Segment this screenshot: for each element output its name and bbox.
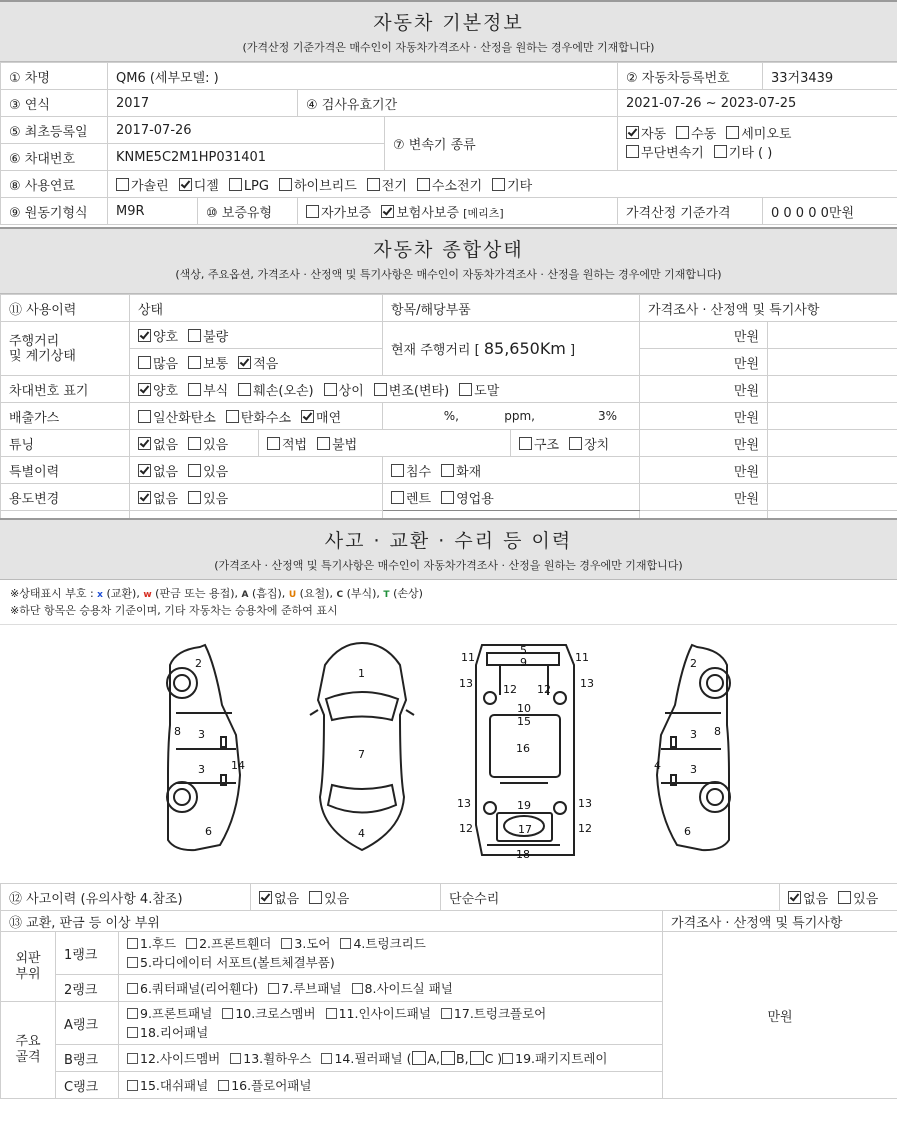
tuning-legal-options — [259, 430, 511, 457]
price-value: 0 0 0 0 0 — [771, 205, 829, 221]
pillar-c-checkbox[interactable] — [470, 1051, 484, 1065]
vin-mark-label: 차대번호 표기 — [1, 376, 130, 403]
fuel-gasoline-checkbox[interactable] — [116, 178, 129, 191]
part-front-panel[interactable]: 9.프론트패널 — [127, 1006, 212, 1021]
emission-smoke-checkbox[interactable] — [301, 410, 314, 423]
emission-label: 배출가스 — [1, 403, 130, 430]
rankC-items — [119, 1072, 663, 1099]
repair-yes-checkbox[interactable] — [838, 891, 851, 904]
svg-text:6: 6 — [684, 825, 691, 838]
transmission-label: ⑦ 변속기 종류 — [385, 117, 618, 171]
special-type-options — [383, 457, 640, 484]
fuel-electric-option[interactable]: 전기 — [367, 179, 407, 194]
tuning-legal-checkbox[interactable] — [267, 437, 280, 450]
emission-price: 만원 — [640, 403, 768, 430]
warranty-insurer-option[interactable]: 보험사보증 — [381, 206, 459, 221]
engine-label: ⑨ 원동기형식 — [1, 198, 108, 225]
mileage-bad-option[interactable]: 불량 — [188, 330, 228, 345]
mileage-label: 주행거리 및 계기상태 — [1, 322, 130, 376]
part-trunk-lid[interactable]: 4.트렁크리드 — [340, 936, 425, 951]
outer-label: 외판 부위 — [1, 932, 56, 1002]
svg-text:5: 5 — [520, 644, 527, 657]
repair-none-option[interactable]: 없음 — [788, 892, 828, 907]
tuning-illegal-checkbox[interactable] — [317, 437, 330, 450]
tuning-type-options — [511, 430, 640, 457]
part-package-tray[interactable]: 19.패키지트레이 — [502, 1051, 607, 1066]
rank2-label: 2랭크 — [56, 975, 119, 1002]
special-fire-option[interactable]: 화재 — [441, 465, 481, 480]
tuning-label: 튜닝 — [1, 430, 130, 457]
status-header — [0, 227, 897, 294]
svg-text:15: 15 — [517, 715, 531, 728]
h-state: 상태 — [130, 295, 383, 322]
svg-text:8: 8 — [174, 725, 181, 738]
accident-subtitle: (가격조사 · 산정액 및 특기사항은 매수인이 자동차가격조사 · 산정을 원하는 경우에만 기재합니다) — [214, 559, 683, 572]
pillar-b-checkbox[interactable] — [441, 1051, 455, 1065]
svg-text:11: 11 — [575, 651, 589, 664]
basic-info-title: 자동차 기본정보 — [373, 12, 524, 34]
trans-cvt-option[interactable]: 무단변속기 — [626, 146, 704, 161]
svg-text:12: 12 — [503, 683, 517, 696]
legend-line-2: ※하단 항목은 승용차 기준이며, 기타 자동차는 승용차에 준하여 표시 — [10, 604, 338, 617]
basic-info-subtitle: (가격산정 기준가격은 매수인이 자동차가격조사 · 산정을 원하는 경우에만 기재합니다) — [242, 41, 655, 54]
mileage-value: 85,650Km — [483, 339, 566, 358]
part-side-sill[interactable]: 8.사이드실 패널 — [352, 981, 453, 996]
svg-text:9: 9 — [520, 656, 527, 669]
legend-dent: U (요철), — [288, 587, 333, 600]
repair-options — [780, 884, 897, 911]
part-roof-panel[interactable]: 7.루브패널 — [268, 981, 341, 996]
accident-none-option[interactable]: 없음 — [259, 892, 299, 907]
fuel-etc-option[interactable]: 기타 — [492, 179, 532, 194]
fuel-hybrid-option[interactable]: 하이브리드 — [279, 179, 357, 194]
fuel-hybrid-checkbox[interactable] — [279, 178, 292, 191]
diagram-labels — [174, 644, 721, 861]
price-unit: 만원 — [828, 205, 855, 221]
engine-value: M9R — [108, 198, 198, 225]
svg-text:7: 7 — [358, 748, 365, 761]
svg-text:13: 13 — [459, 677, 473, 690]
mileage-many-checkbox[interactable] — [138, 356, 151, 369]
part-quarter-panel[interactable]: 6.쿼터패널(리어휀다) — [127, 981, 258, 996]
tuning-structure-option[interactable]: 구조 — [519, 438, 559, 453]
legend-exchange: x (교환), — [97, 587, 140, 600]
tuning-note — [768, 430, 897, 457]
mileage-many-option[interactable]: 많음 — [138, 357, 178, 372]
status-table — [0, 294, 897, 518]
tuning-options — [130, 430, 259, 457]
svg-text:4: 4 — [654, 759, 661, 772]
rankA-label: A랭크 — [56, 1002, 119, 1045]
vinmark-diff-option[interactable]: 상이 — [324, 384, 364, 399]
vinmark-damage-checkbox[interactable] — [238, 383, 251, 396]
svg-text:10: 10 — [517, 702, 531, 715]
rank2-items — [119, 975, 663, 1002]
part-cross-member[interactable]: 10.크로스멤버 — [222, 1006, 315, 1021]
usechange-none-checkbox[interactable] — [138, 491, 151, 504]
svg-text:2: 2 — [195, 657, 202, 670]
legend-corrosion: C (부식), — [336, 587, 380, 600]
tuning-structure-checkbox[interactable] — [519, 437, 532, 450]
model-value: QM6 (세부모델: ) — [108, 63, 618, 90]
vinmark-note — [768, 376, 897, 403]
trans-semi-checkbox[interactable] — [726, 126, 739, 139]
usechange-rent-option[interactable]: 렌트 — [391, 492, 431, 507]
special-none-option[interactable]: 없음 — [138, 465, 178, 480]
fuel-label: ⑧ 사용연료 — [1, 171, 108, 198]
status-table-wrap — [0, 294, 897, 518]
rankA-items — [119, 1002, 663, 1045]
color-note — [768, 511, 897, 519]
year-label: ③ 연식 — [1, 90, 108, 117]
part-front-fender[interactable]: 2.프론트휀더 — [186, 936, 271, 951]
special-label: 특별이력 — [1, 457, 130, 484]
part-hood[interactable]: 1.후드 — [127, 936, 176, 951]
svg-text:4: 4 — [358, 827, 365, 840]
part-rear-panel[interactable]: 18.리어패널 — [127, 1025, 208, 1040]
part-pillar-panel[interactable]: 14.필러패널 ( — [321, 1051, 411, 1066]
vinmark-smeared-option[interactable]: 도말 — [459, 384, 499, 399]
legend — [0, 580, 897, 625]
rankC-label: C랭크 — [56, 1072, 119, 1099]
svg-text:13: 13 — [578, 797, 592, 810]
mileage-good-checkbox[interactable] — [138, 329, 151, 342]
vinmark-rust-checkbox[interactable] — [188, 383, 201, 396]
svg-text:16: 16 — [516, 742, 530, 755]
svg-text:12: 12 — [459, 822, 473, 835]
fuel-lpg-option[interactable]: LPG — [229, 179, 269, 194]
tuning-device-option[interactable]: 장치 — [569, 438, 609, 453]
trans-etc-checkbox[interactable] — [714, 145, 727, 158]
accident-title: 사고 · 교환 · 수리 등 이력 — [324, 530, 573, 552]
parts-price-label: 가격조사 · 산정액 및 특기사항 — [663, 911, 897, 932]
price-cell — [763, 198, 897, 225]
svg-text:3: 3 — [690, 728, 697, 741]
regno-value: 33거3439 — [763, 63, 897, 90]
usechange-business-option[interactable]: 영업용 — [441, 492, 494, 507]
legend-line-1: ※상태표시 부호 : x (교환), w (판금 또는 용접), A (흠집), U (요철), C (부식), T (손상) — [10, 587, 423, 600]
status-subtitle: (색상, 주요옵션, 가격조사 · 산정액 및 특기사항은 매수인이 자동차가격조사 · 산정을 원하는 경우에만 기재합니다) — [175, 268, 722, 281]
color-price — [640, 511, 768, 519]
emission-co-option[interactable]: 일산화탄소 — [138, 411, 216, 426]
price-label: 가격산정 기준가격 — [618, 198, 763, 225]
svg-text:12: 12 — [578, 822, 592, 835]
emission-hc-option[interactable]: 탄화수소 — [226, 411, 291, 426]
emission-co-checkbox[interactable] — [138, 410, 151, 423]
part-trunk-floor[interactable]: 17.트렁크플로어 — [441, 1006, 546, 1021]
color-achromatic-checkbox[interactable] — [138, 518, 151, 519]
usechange-options — [130, 484, 383, 511]
repair-label: 단순수리 — [441, 884, 780, 911]
accident-options — [251, 884, 441, 911]
color-options — [130, 511, 383, 519]
emission-values — [383, 403, 640, 430]
color-label — [1, 511, 130, 519]
mileage-row1 — [130, 322, 383, 349]
usechange-note — [768, 484, 897, 511]
parts-price: 만원 — [663, 932, 897, 1099]
svg-text:18: 18 — [516, 848, 530, 861]
repair-none-checkbox[interactable] — [788, 891, 801, 904]
special-flood-checkbox[interactable] — [391, 464, 404, 477]
part-dash-panel[interactable]: 15.대쉬패널 — [127, 1078, 208, 1093]
vinmark-smeared-checkbox[interactable] — [459, 383, 472, 396]
tuning-yes-checkbox[interactable] — [188, 437, 201, 450]
fuel-electric-checkbox[interactable] — [367, 178, 380, 191]
emission-smoke-option[interactable]: 매연 — [301, 411, 341, 426]
tuning-device-checkbox[interactable] — [569, 437, 582, 450]
warranty-note: [메리츠] — [463, 206, 504, 220]
accident-header — [0, 518, 897, 580]
mileage-note-1 — [768, 322, 897, 349]
svg-text:13: 13 — [580, 677, 594, 690]
mileage-price-1: 만원 — [640, 322, 768, 349]
trans-etc-option[interactable]: 기타 ( ) — [714, 146, 773, 161]
usechange-yes-checkbox[interactable] — [188, 491, 201, 504]
vinmark-price: 만원 — [640, 376, 768, 403]
mileage-few-checkbox[interactable] — [238, 356, 251, 369]
accident-none-checkbox[interactable] — [259, 891, 272, 904]
svg-text:13: 13 — [457, 797, 471, 810]
trans-cvt-checkbox[interactable] — [626, 145, 639, 158]
trans-auto-option[interactable]: 자동 — [626, 127, 666, 142]
fuel-diesel-checkbox[interactable] — [179, 178, 192, 191]
svg-text:11: 11 — [461, 651, 475, 664]
legend-weld: w (판금 또는 용접), — [143, 587, 238, 600]
usechange-none-option[interactable]: 없음 — [138, 492, 178, 507]
svg-text:12: 12 — [537, 683, 551, 696]
pillar-a-checkbox[interactable] — [412, 1051, 426, 1065]
rankB-items: 12.사이드멤버 13.휠하우스 14.필러패널 ( A, B, C ) 19.패키지트레이 — [119, 1045, 663, 1072]
emission-pct: %, — [443, 409, 459, 423]
inspection-value: 2021-07-26 ~ 2023-07-25 — [618, 90, 897, 117]
regno-label: ② 자동차등록번호 — [618, 63, 763, 90]
svg-text:6: 6 — [205, 825, 212, 838]
status-title: 자동차 종합상태 — [373, 239, 524, 261]
emission-note — [768, 403, 897, 430]
svg-text:3: 3 — [198, 728, 205, 741]
car-diagram — [0, 625, 897, 884]
mileage-reading: 현재 주행거리 [ 85,650Km ] — [383, 322, 640, 376]
vinmark-diff-checkbox[interactable] — [324, 383, 337, 396]
usechange-price: 만원 — [640, 484, 768, 511]
basic-info-table — [0, 62, 897, 225]
emission-options — [130, 403, 383, 430]
vinmark-altered-option[interactable]: 변조(변타) — [374, 384, 449, 399]
fuel-diesel-option[interactable]: 디젤 — [179, 179, 219, 194]
inspection-label: ④ 검사유효기간 — [298, 90, 618, 117]
color-type-options — [383, 511, 640, 519]
repair-yes-option[interactable]: 있음 — [838, 892, 878, 907]
h-use: ⑪ 사용이력 — [1, 295, 130, 322]
warranty-self-checkbox[interactable] — [306, 205, 319, 218]
usechange-business-checkbox[interactable] — [441, 491, 454, 504]
special-none-checkbox[interactable] — [138, 464, 151, 477]
vinmark-good-option[interactable]: 양호 — [138, 384, 178, 399]
usechange-type-options — [383, 484, 640, 511]
emission-smoke-value: 3% — [597, 409, 617, 423]
vinmark-rust-option[interactable]: 부식 — [188, 384, 228, 399]
tuning-none-option[interactable]: 없음 — [138, 438, 178, 453]
color-full-paint-checkbox[interactable] — [391, 518, 404, 519]
fuel-etc-checkbox[interactable] — [492, 178, 505, 191]
usechange-rent-checkbox[interactable] — [391, 491, 404, 504]
svg-text:14: 14 — [231, 759, 245, 772]
frame-label: 주요 골격 — [1, 1002, 56, 1099]
mileage-price-2: 만원 — [640, 349, 768, 376]
warranty-options — [298, 198, 618, 225]
mileage-bad-checkbox[interactable] — [188, 329, 201, 342]
legend-damage: T (손상) — [383, 587, 423, 600]
special-options — [130, 457, 383, 484]
emission-ppm: ppm, — [504, 409, 535, 423]
trans-semi-option[interactable]: 세미오토 — [726, 127, 791, 142]
tuning-yes-option[interactable]: 있음 — [188, 438, 228, 453]
special-flood-option[interactable]: 침수 — [391, 465, 431, 480]
car-left-side — [167, 645, 240, 850]
warranty-insurer-checkbox[interactable] — [381, 205, 394, 218]
rank1-items — [119, 932, 663, 975]
mileage-row2 — [130, 349, 383, 376]
mileage-good-option[interactable]: 양호 — [138, 330, 178, 345]
legend-scratch: A (흠집), — [241, 587, 286, 600]
special-yes-option[interactable]: 있음 — [188, 465, 228, 480]
transmission-options — [618, 117, 897, 171]
svg-text:3: 3 — [690, 763, 697, 776]
warranty-self-option[interactable]: 자가보증 — [306, 206, 371, 221]
mileage-normal-option[interactable]: 보통 — [188, 357, 228, 372]
usechange-yes-option[interactable]: 있음 — [188, 492, 228, 507]
car-diagram-svg — [0, 625, 897, 883]
accident-table — [0, 883, 897, 1099]
tuning-illegal-option[interactable]: 불법 — [317, 438, 357, 453]
svg-text:1: 1 — [358, 667, 365, 680]
first-reg-label: ⑤ 최초등록일 — [1, 117, 108, 144]
color-change-checkbox[interactable] — [466, 518, 479, 519]
warranty-label: ⑩ 보증유형 — [198, 198, 298, 225]
tuning-legal-option[interactable]: 적법 — [267, 438, 307, 453]
part-door[interactable]: 3.도어 — [281, 936, 330, 951]
svg-text:8: 8 — [714, 725, 721, 738]
vin-value: KNME5C2M1HP031401 — [108, 144, 385, 171]
special-fire-checkbox[interactable] — [441, 464, 454, 477]
fuel-options — [108, 171, 897, 198]
accident-yes-checkbox[interactable] — [309, 891, 322, 904]
year-value: 2017 — [108, 90, 298, 117]
vinmark-good-checkbox[interactable] — [138, 383, 151, 396]
vin-mark-options — [130, 376, 640, 403]
trans-auto-checkbox[interactable] — [626, 126, 639, 139]
svg-text:19: 19 — [517, 799, 531, 812]
vinmark-damage-option[interactable]: 훼손(오손) — [238, 384, 313, 399]
car-right-side — [657, 645, 730, 850]
accident-yes-option[interactable]: 있음 — [309, 892, 349, 907]
basic-info-header — [0, 0, 897, 62]
special-price: 만원 — [640, 457, 768, 484]
part-radiator-support[interactable]: 5.라디에이터 서포트(볼트체결부품) — [127, 955, 335, 970]
fuel-lpg-checkbox[interactable] — [229, 178, 242, 191]
rankB-label: B랭크 — [56, 1045, 119, 1072]
part-inside-panel[interactable]: 11.인사이드패널 — [326, 1006, 431, 1021]
trans-manual-checkbox[interactable] — [676, 126, 689, 139]
special-note — [768, 457, 897, 484]
model-label: ① 차명 — [1, 63, 108, 90]
svg-text:2: 2 — [690, 657, 697, 670]
tuning-price: 만원 — [640, 430, 768, 457]
vin-label: ⑥ 차대번호 — [1, 144, 108, 171]
part-side-member[interactable]: 12.사이드멤버 — [127, 1051, 220, 1066]
usechange-label: 용도변경 — [1, 484, 130, 511]
h-item: 항목/해당부품 — [383, 295, 640, 322]
parts-label: ⑬ 교환, 판금 등 이상 부위 — [1, 911, 663, 932]
part-wheel-house[interactable]: 13.휠하우스 — [230, 1051, 311, 1066]
emission-hc-checkbox[interactable] — [226, 410, 239, 423]
special-yes-checkbox[interactable] — [188, 464, 201, 477]
tuning-none-checkbox[interactable] — [138, 437, 151, 450]
vinmark-altered-checkbox[interactable] — [374, 383, 387, 396]
mileage-normal-checkbox[interactable] — [188, 356, 201, 369]
mileage-few-option[interactable]: 적음 — [238, 357, 278, 372]
svg-text:17: 17 — [518, 823, 532, 836]
h-price: 가격조사 · 산정액 및 특기사항 — [640, 295, 897, 322]
part-floor-panel[interactable]: 16.플로어패널 — [218, 1078, 311, 1093]
accident-label: ⑫ 사고이력 (유의사항 4.참조) — [1, 884, 251, 911]
svg-text:3: 3 — [198, 763, 205, 776]
fuel-gasoline-option[interactable]: 가솔린 — [116, 179, 169, 194]
trans-manual-option[interactable]: 수동 — [676, 127, 716, 142]
rank1-label: 1랭크 — [56, 932, 119, 975]
mileage-note-2 — [768, 349, 897, 376]
fuel-hydrogen-checkbox[interactable] — [417, 178, 430, 191]
color-chromatic-checkbox[interactable] — [201, 518, 214, 519]
first-reg-value: 2017-07-26 — [108, 117, 385, 144]
fuel-hydrogen-option[interactable]: 수소전기 — [417, 179, 482, 194]
